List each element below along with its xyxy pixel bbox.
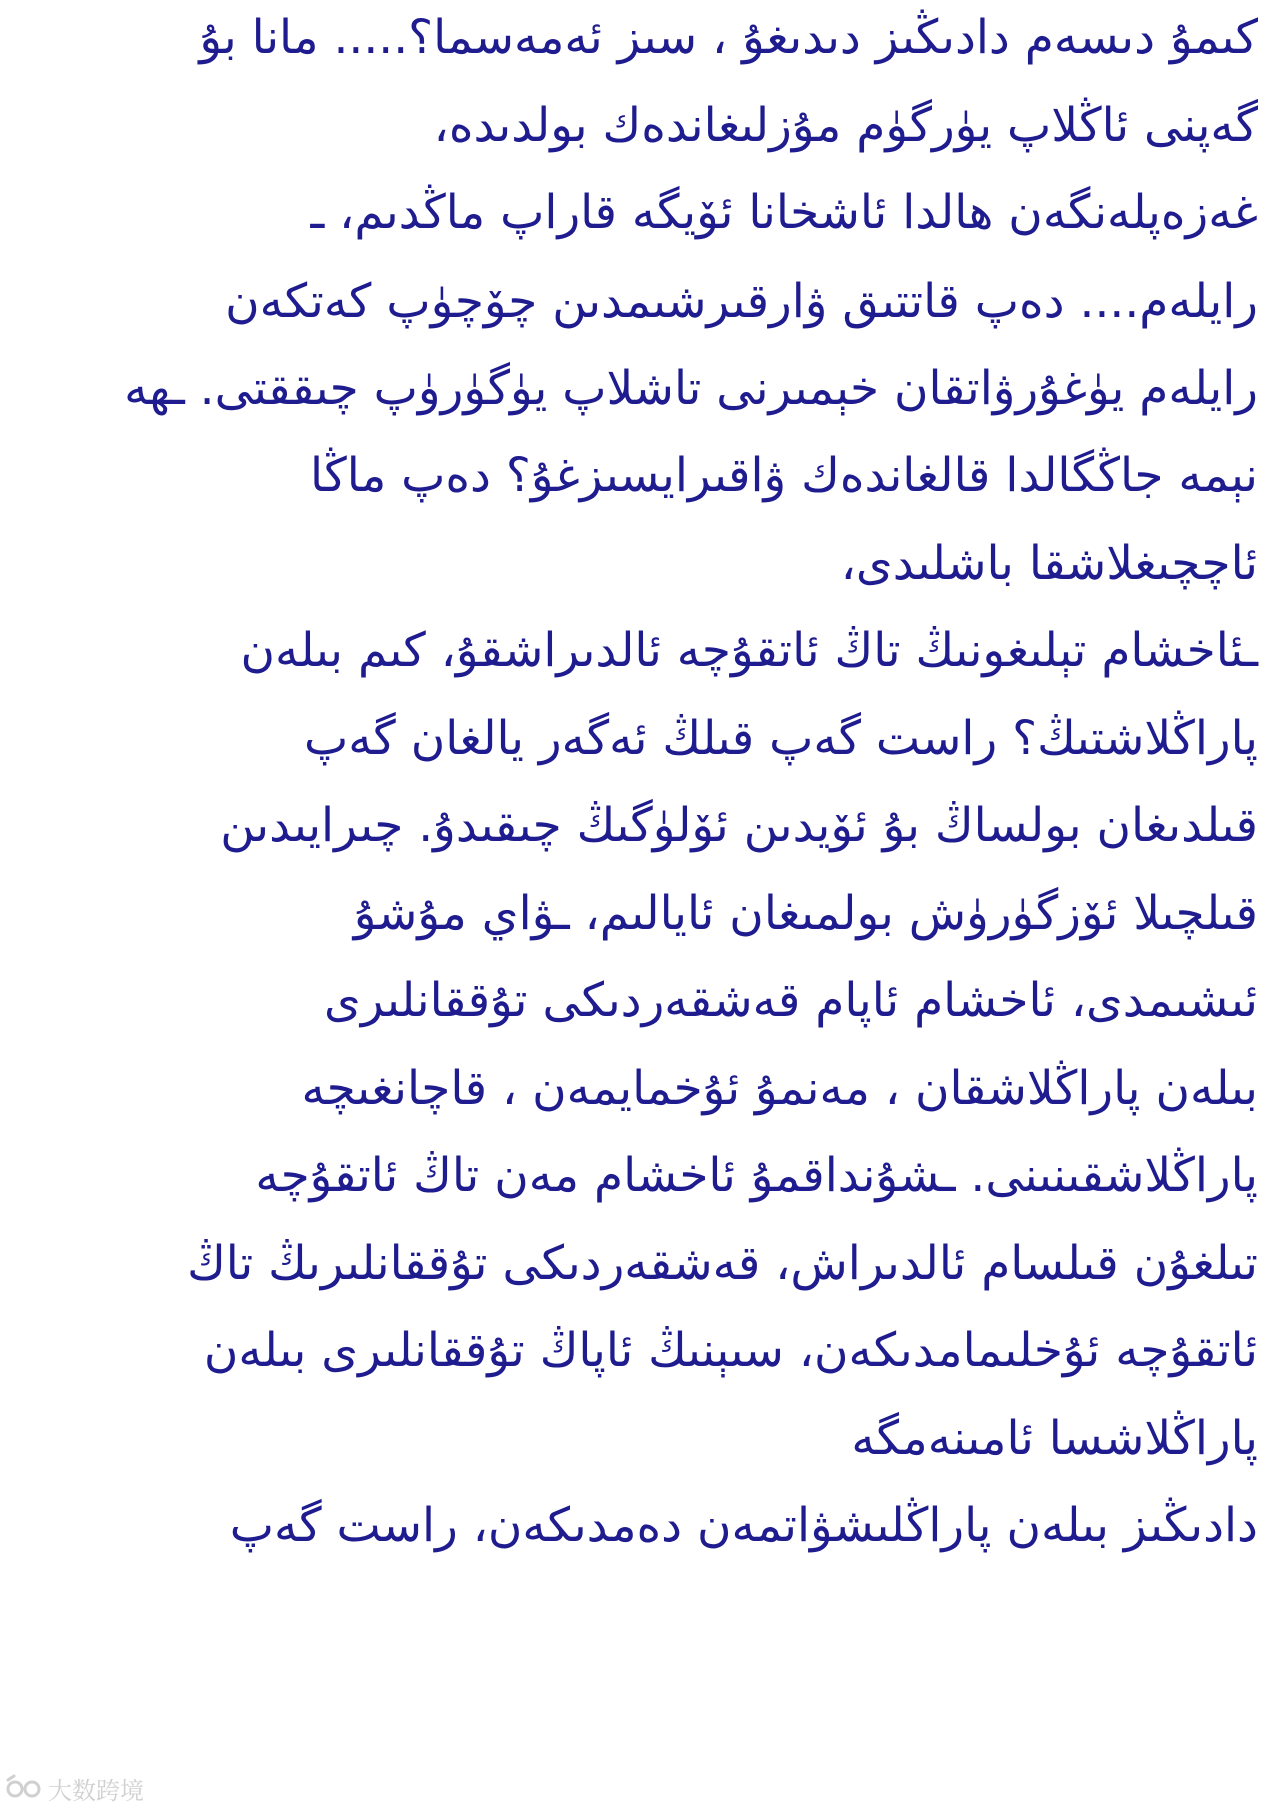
text-line-5: رايلەم يۈغۇرۋاتقان خېمىرنى تاشلاپ يۈگۈرۈپ چىققتى. ـھە xyxy=(124,361,1258,416)
text-line-8: ـئاخشام تېلىغونىڭ تاڭ ئاتقۇچە ئالدىراشقۇ، كىم بىلەن xyxy=(240,623,1258,678)
watermark-text: 大数跨境 xyxy=(48,1777,144,1805)
text-line-2: گەپنى ئاڭلاپ يۈرگۈم مۇزلىغاندەك بولدىدە، xyxy=(433,98,1258,153)
watermark xyxy=(6,1771,144,1806)
text-line-6: نېمە جاڭگالدا قالغاندەك ۋاقىرايسىزغۇ؟ دەپ ماڭا xyxy=(310,448,1258,503)
text-line-14: پاراڭلاشقىنىنى. ـشۇنداقمۇ ئاخشام مەن تاڭ ئاتقۇچە xyxy=(255,1148,1258,1203)
text-line-3: غەزەپلەنگەن ھالدا ئاشخانا ئۆيگە قاراپ ماڭدىم، ـ xyxy=(310,185,1258,240)
text-line-16: ئاتقۇچە ئۇخلىمامدىكەن، سىېنىڭ ئاپاڭ تۇققانلىرى بىلەن xyxy=(203,1323,1258,1378)
text-line-10: قىلدىغان بولساڭ بۇ ئۆيدىن ئۆلۈگىڭ چىقىدۇ. چىرايىدىن xyxy=(220,798,1258,853)
text-line-9: پاراڭلاشتىڭ؟ راست گەپ قىلڭ ئەگەر يالغان گەپ xyxy=(303,711,1258,766)
text-line-12: ئىشىمدى، ئاخشام ئاپام قەشقەردىكى تۇققانلىرى xyxy=(324,973,1258,1028)
text-line-11: قىلچىلا ئۆزگۈرۈش بولمىغان ئايالىم، ـۋاي مۇشۇ xyxy=(353,886,1258,941)
text-line-4: رايلەم.... دەپ قاتتىق ۋارقىرشىمدىن چۆچۈپ كەتكەن xyxy=(225,274,1258,329)
text-line-13: بىلەن پاراڭلاشقان ، مەنمۇ ئۇخمايمەن ، قاچانغىچە xyxy=(301,1061,1258,1116)
text-line-15: تىلغۇن قىلسام ئالدىراش، قەشقەردىكى تۇققانلىرىڭ تاڭ xyxy=(187,1236,1258,1291)
text-line-17: پاراڭلاشسا ئامىنەمگە xyxy=(851,1411,1258,1466)
text-line-18: دادىڭىز بىلەن پاراڭلىشۋاتمەن دەمدىكەن، راست گەپ xyxy=(229,1498,1258,1553)
text-line-7: ئاچچىغلاشقا باشلىدى، xyxy=(840,536,1258,591)
ebrun-logo-icon xyxy=(6,1774,42,1804)
text-line-1: كىمۇ دىسەم دادىڭىز دىدىغۇ ، سىز ئەمەسما؟..... مانا بۇ xyxy=(199,10,1258,65)
